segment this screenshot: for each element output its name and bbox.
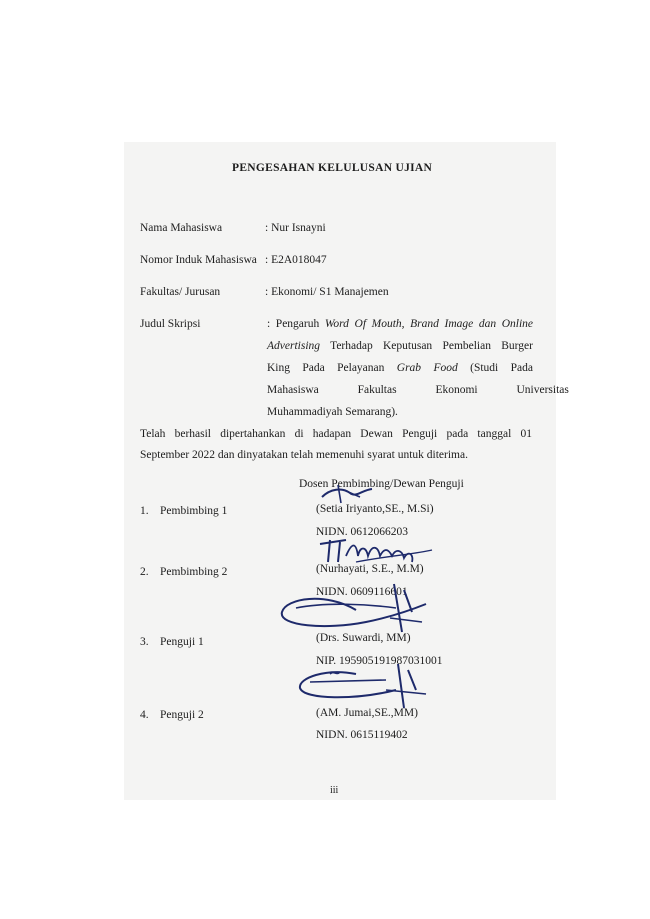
- signatory-number: 2.: [140, 566, 149, 578]
- signatory-3-role: [140, 636, 204, 648]
- statement-line-2: September 2022 dan dinyatakan telah memenuhi syarat untuk diterima.: [140, 449, 468, 461]
- page-number: iii: [330, 785, 339, 796]
- judul-italic: Advertising: [267, 340, 321, 352]
- judul-line-4: Mahasiswa Fakultas Ekonomi Universitas: [267, 384, 569, 396]
- nama-label: Nama Mahasiswa: [140, 222, 223, 234]
- signatory-role-text: Penguji 1: [160, 636, 204, 648]
- board-heading: Dosen Pembimbing/Dewan Penguji: [299, 478, 464, 490]
- judul-italic: Grab Food: [396, 362, 458, 374]
- judul-line-2: [267, 340, 533, 352]
- signatory-3-id: NIP. 195905191987031001: [316, 655, 443, 667]
- judul-text: Terhadap Keputusan Pembelian Burger: [320, 340, 533, 352]
- signatory-number: 3.: [140, 636, 149, 648]
- signatory-4-id: NIDN. 0615119402: [316, 729, 408, 741]
- signatory-number: 1.: [140, 505, 149, 517]
- nim-value: : E2A018047: [265, 254, 327, 266]
- signatory-number: 4.: [140, 709, 149, 721]
- signatory-role-text: Pembimbing 2: [160, 566, 228, 578]
- signatory-1-name: (Setia Iriyanto,SE., M.Si): [316, 503, 434, 515]
- fakultas-label: Fakultas/ Jurusan: [140, 286, 221, 298]
- judul-text: : Pengaruh: [267, 318, 325, 330]
- signatory-1-role: [140, 505, 227, 517]
- fakultas-value: : Ekonomi/ S1 Manajemen: [265, 286, 389, 298]
- signatory-4-role: [140, 709, 204, 721]
- signatory-role-text: Pembimbing 1: [160, 505, 228, 517]
- signatory-3-name: (Drs. Suwardi, MM): [316, 632, 411, 644]
- signature-3-icon: [266, 578, 436, 636]
- document-title: PENGESAHAN KELULUSAN UJIAN: [232, 162, 433, 174]
- signatory-1-id: NIDN. 0612066203: [316, 526, 408, 538]
- judul-line-1: [267, 318, 533, 330]
- signatory-2-id: NIDN. 0609116601: [316, 586, 408, 598]
- signature-4-icon: [286, 660, 436, 712]
- judul-text: (Studi Pada: [457, 362, 533, 374]
- judul-line-5: Muhammadiyah Semarang).: [267, 406, 398, 418]
- nim-label: Nomor Induk Mahasiswa: [140, 254, 257, 266]
- signatory-2-role: [140, 566, 227, 578]
- judul-label: Judul Skripsi: [140, 318, 201, 330]
- signatory-role-text: Penguji 2: [160, 709, 204, 721]
- judul-line-3: [267, 362, 533, 374]
- nama-value: : Nur Isnayni: [265, 222, 326, 234]
- signatory-2-name: (Nurhayati, S.E., M.M): [316, 563, 424, 575]
- statement-line-1: Telah berhasil dipertahankan di hadapan Dewan Penguji pada tanggal 01: [140, 428, 532, 440]
- judul-text: King Pada Pelayanan: [267, 362, 397, 374]
- judul-italic: Word Of Mouth, Brand Image dan Online: [324, 318, 533, 330]
- signatory-4-name: (AM. Jumai,SE.,MM): [316, 707, 418, 719]
